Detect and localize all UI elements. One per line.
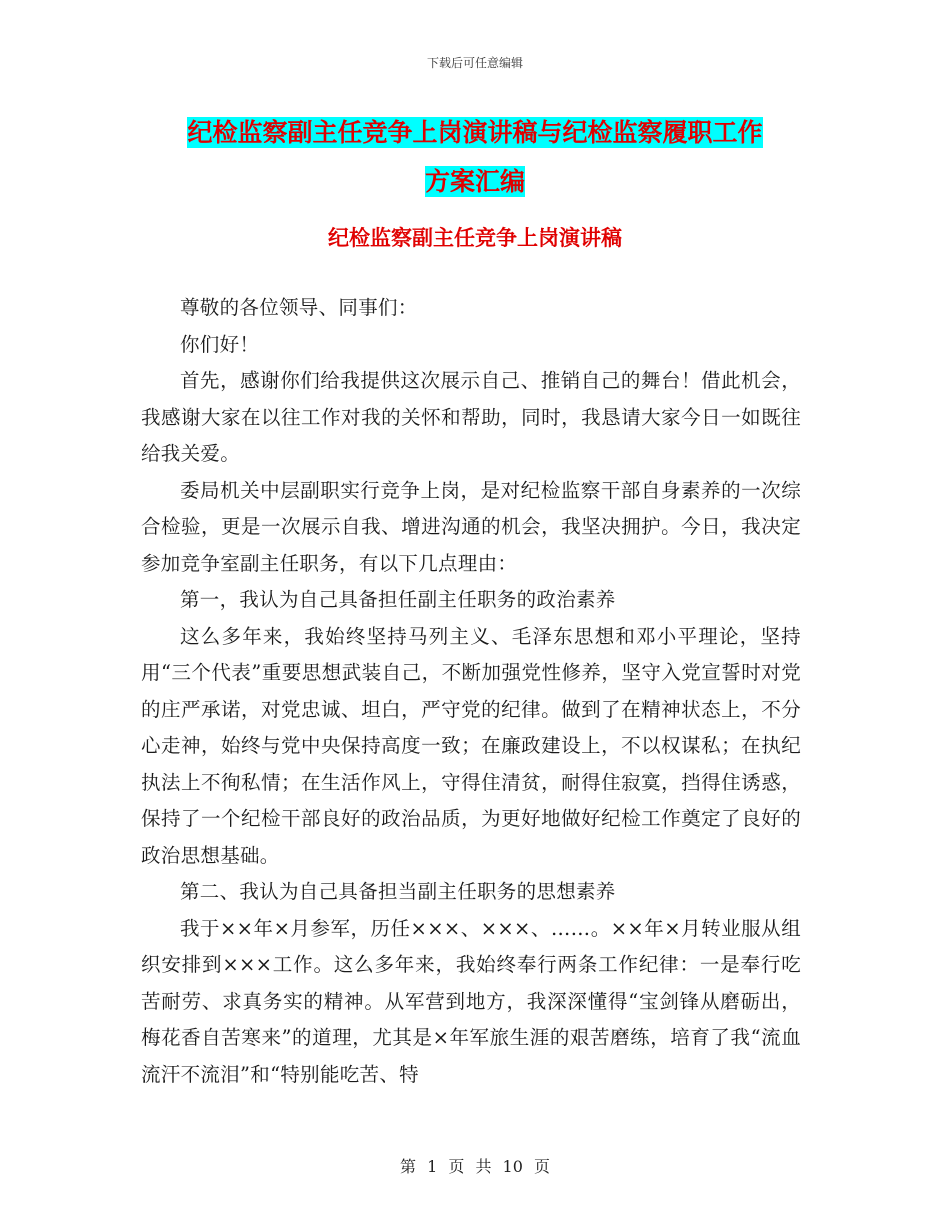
header-note: 下载后可任意编辑 bbox=[426, 56, 523, 70]
page-footer: 第 1 页 共 10 页 bbox=[400, 1157, 550, 1176]
paragraph-heading: 第一，我认为自己具备担任副主任职务的政治素养 bbox=[180, 588, 616, 611]
paragraph-salutation: 尊敬的各位领导、同事们： bbox=[180, 296, 418, 319]
section-title: 纪检监察副主任竞争上岗演讲稿 bbox=[328, 225, 622, 250]
document-title-line-1: 纪检监察副主任竞争上岗演讲稿与纪检监察履职工作 bbox=[187, 118, 763, 147]
paragraph-heading: 第二、我认为自己具备担当副主任职务的思想素养 bbox=[180, 880, 616, 903]
paragraph: 我于××年×月参军，历任×××、×××、……。××年×月转业服从组织安排到×××工作。这么多年来，我始终奉行两条工作纪律：一是奉行吃苦耐劳、求真务实的精神。从军营到地方，我深深懂得“宝剑锋从磨砺出，梅花香自苦寒来”的道理，尤其是×年军旅生涯的艰苦磨练，培育了我“流血流汗不流泪”和“特别能吃苦、特 bbox=[141, 916, 801, 1086]
paragraph: 委局机关中层副职实行竞争上岗，是对纪检监察干部自身素养的一次综合检验，更是一次展示自我、增进沟通的机会，我坚决拥护。今日，我决定参加竞争室副主任职务，有以下几点理由： bbox=[141, 478, 801, 575]
document-title bbox=[140, 108, 810, 206]
paragraph: 首先，感谢你们给我提供这次展示自己、推销自己的舞台！借此机会，我感谢大家在以往工作对我的关怀和帮助，同时，我恳请大家今日一如既往给我关爱。 bbox=[141, 369, 801, 465]
paragraph-greeting: 你们好！ bbox=[180, 332, 260, 356]
document-title-line-2: 方案汇编 bbox=[424, 167, 525, 196]
paragraph: 这么多年来，我始终坚持马列主义、毛泽东思想和邓小平理论，坚持用“三个代表”重要思想武装自己，不断加强党性修养，坚守入党宣誓时对党的庄严承诺，对党忠诚、坦白，严守党的纪律。做到了在精神状态上，不分心走神，始终与党中央保持高度一致；在廉政建设上，不以权谋私；在执纪执法上不徇私情；在生活作风上，守得住清贫，耐得住寂寞，挡得住诱惑，保持了一个纪检干部良好的政治品质，为更好地做好纪检工作奠定了良好的政治思想基础。 bbox=[141, 624, 801, 867]
body-text bbox=[141, 290, 801, 1093]
